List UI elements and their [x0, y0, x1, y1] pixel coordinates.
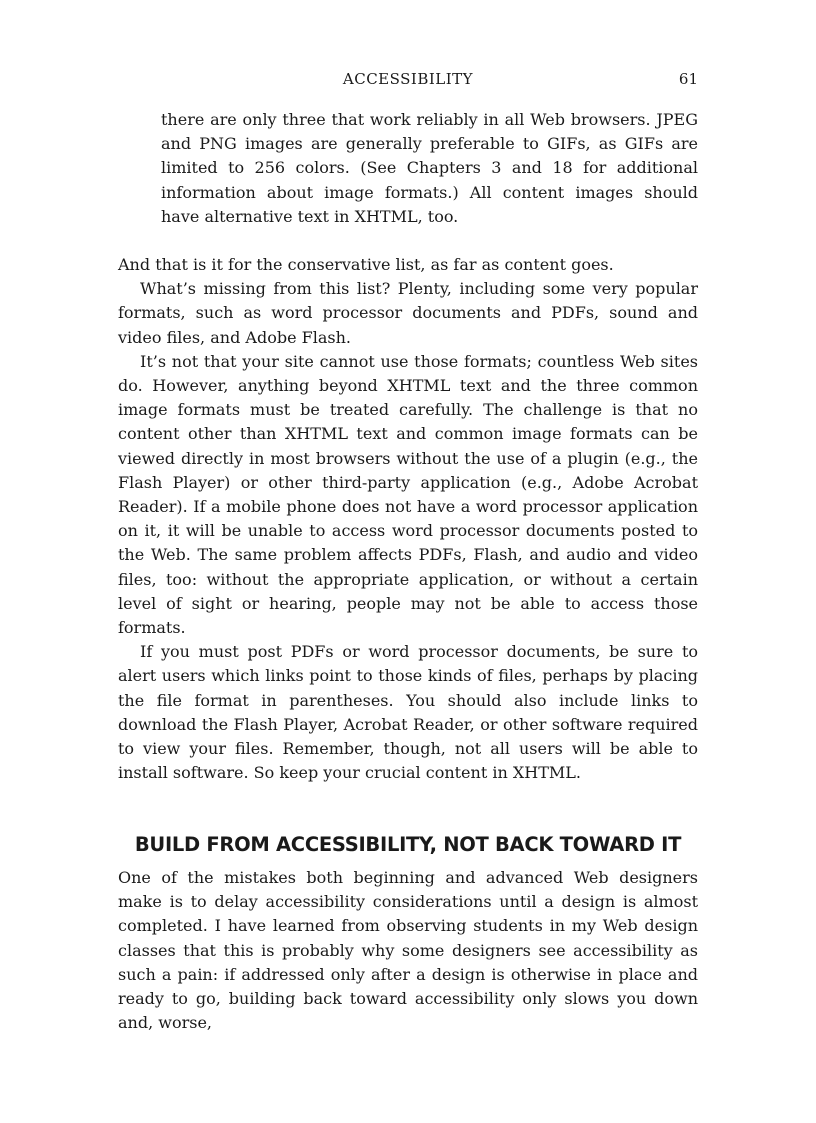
- section-body: [118, 866, 698, 1035]
- running-title: ACCESSIBILITY: [342, 70, 474, 88]
- section-heading: BUILD FROM ACCESSIBILITY, NOT BACK TOWARD IT: [134, 833, 682, 856]
- body-text: [118, 253, 698, 785]
- paragraph-4: If you must post PDFs or word processor documents, be sure to alert users which links point to those kinds of files, perhaps by placing the file format in parentheses. You should also include links to download the Flash Player, Acrobat Reader, or other software required to view your files. Remember, though, not all users will be able to install software. So keep your crucial content in XHTML.: [118, 642, 698, 783]
- section-paragraph: One of the mistakes both beginning and advanced Web designers make is to delay accessibility considerations until a design is almost completed. I have learned from observing students in my Web design classes that this is probably why some designers see accessibility as such a pain: if addressed only after a design is otherwise in place and ready to go, building back toward accessibility only slows you down and, worse,: [118, 868, 698, 1033]
- blockquote: [161, 108, 698, 229]
- blockquote-text: there are only three that work reliably in all Web browsers. JPEG and PNG images are generally preferable to GIFs, as GIFs are limited to 256 colors. (See Chapters 3 and 18 for additional information about image formats.) All content images should have alternative text in XHTML, too.: [161, 110, 698, 226]
- paragraph-1: And that is it for the conservative list, as far as content goes.: [118, 255, 614, 274]
- paragraph-2: What’s missing from this list? Plenty, including some very popular formats, such as word processor documents and PDFs, sound and video files, and Adobe Flash.: [118, 279, 698, 347]
- paragraph-3: It’s not that your site cannot use those formats; countless Web sites do. However, anything beyond XHTML text and the three common image formats must be treated carefully. The challenge is that no content other than XHTML text and common image formats can be viewed directly in most browsers without the use of a plugin (e.g., the Flash Player) or other third-party application (e.g., Adobe Acrobat Reader). If a mobile phone does not have a word processor application on it, it will be unable to access word processor documents posted to the Web. The same problem affects PDFs, Flash, and audio and video files, too: without the appropriate application, or without a certain level of sight or hearing, people may not be able to access those formats.: [118, 351, 698, 638]
- page-number: 61: [678, 70, 698, 88]
- running-head: [118, 70, 698, 94]
